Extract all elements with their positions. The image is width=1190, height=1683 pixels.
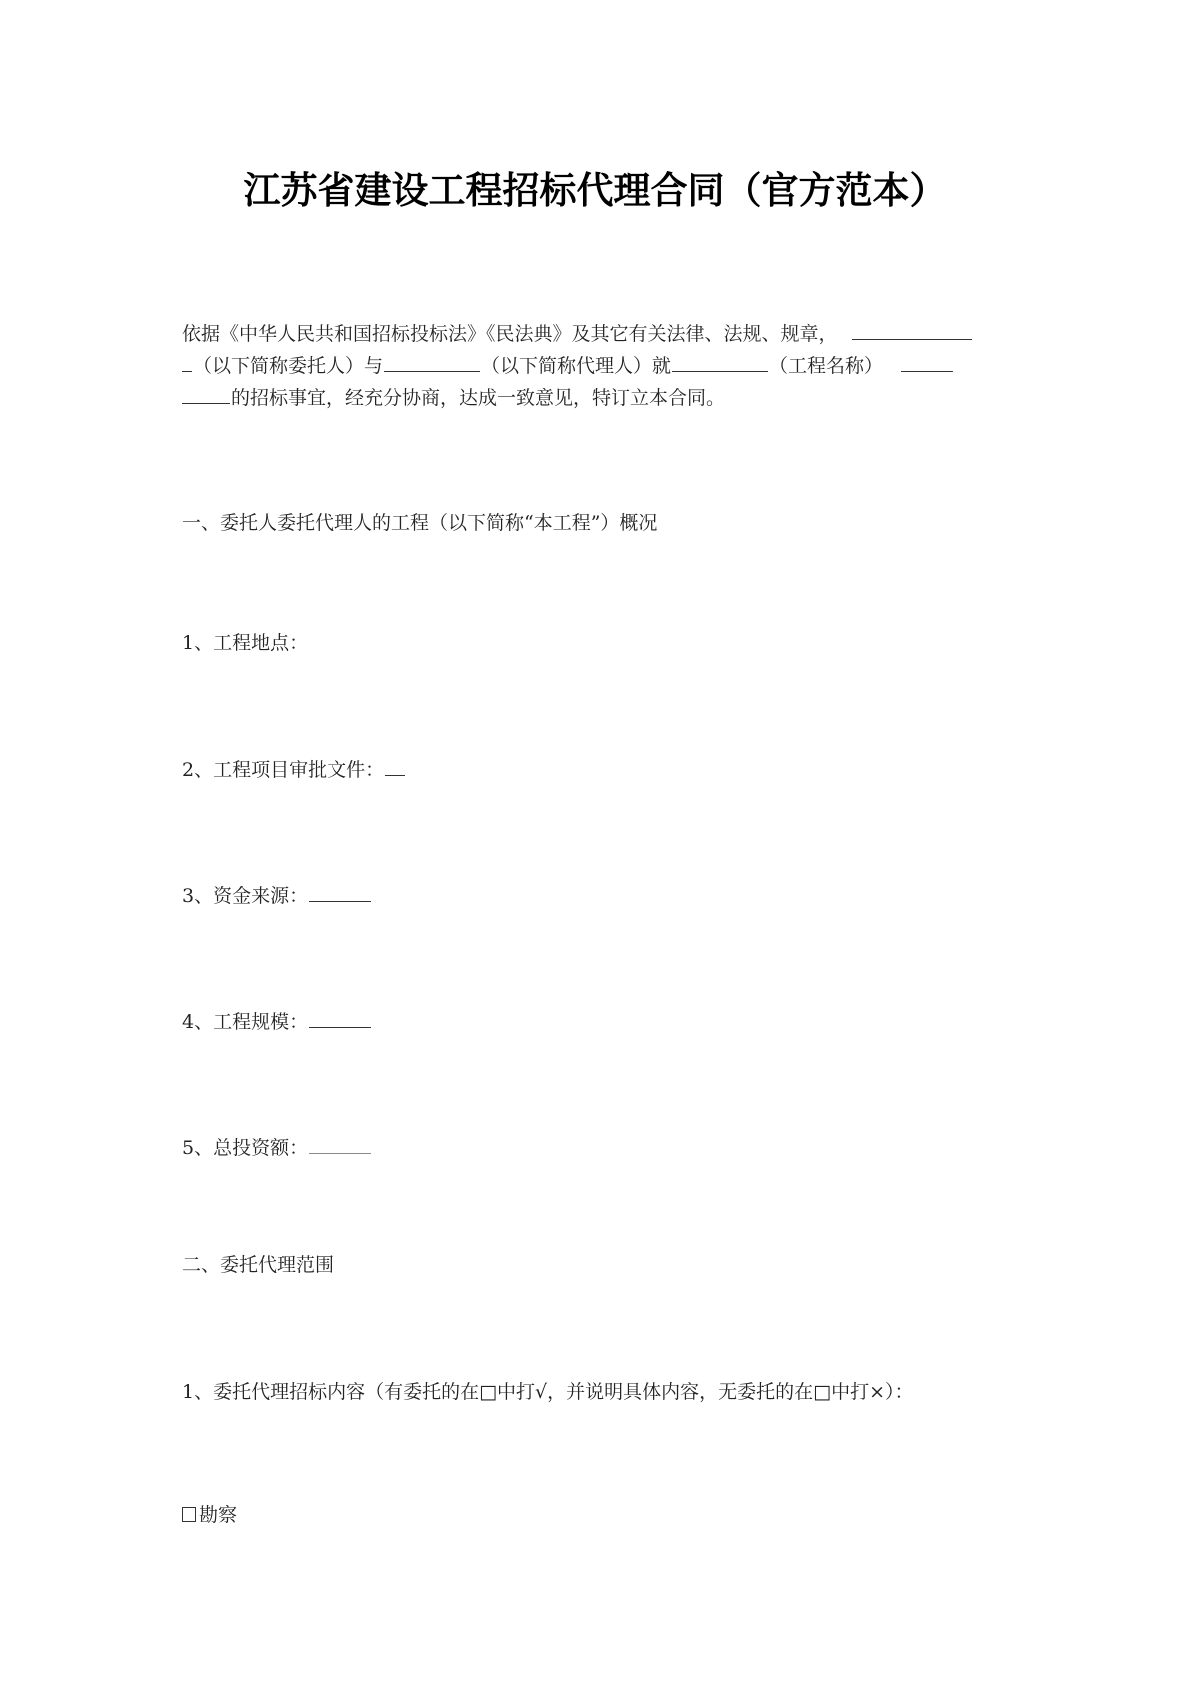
- project-name-extra-blank[interactable]: [901, 351, 953, 372]
- item-label: 2、工程项目审批文件：: [182, 759, 385, 781]
- preamble-line-3: [182, 382, 1012, 414]
- checkbox-icon[interactable]: [182, 1507, 196, 1522]
- project-scale-blank[interactable]: [309, 1007, 371, 1028]
- preamble-text-2b: （以下简称代理人）就: [481, 355, 672, 377]
- preamble-text-1: 依据《中华人民共和国招标投标法》《民法典》及其它有关法律、法规、规章，: [182, 323, 838, 345]
- item-total-investment: [182, 1132, 372, 1164]
- total-investment-blank[interactable]: [309, 1133, 371, 1154]
- item-project-scale: [182, 1006, 372, 1038]
- item-project-location: [182, 627, 308, 659]
- client-name-blank-continued[interactable]: [182, 351, 192, 372]
- agent-name-blank[interactable]: [384, 351, 480, 372]
- document-title: 江苏省建设工程招标代理合同（官方范本）: [243, 168, 947, 212]
- section-2-heading: 二、委托代理范围: [182, 1254, 335, 1276]
- project-name-extra-blank-continued[interactable]: [182, 383, 230, 404]
- item-label: 3、资金来源：: [182, 885, 309, 907]
- preamble-text-2a: （以下简称委托人）与: [193, 355, 384, 377]
- preamble-text-2c: （工程名称）: [769, 355, 884, 377]
- item-label: 4、工程规模：: [182, 1011, 309, 1033]
- item-label: 1、工程地点：: [182, 632, 309, 654]
- option-label: 勘察: [199, 1504, 238, 1526]
- item-funding-source: [182, 880, 372, 912]
- funding-source-blank[interactable]: [309, 881, 371, 902]
- section-1-heading: 一、委托人委托代理人的工程（以下简称“本工程”）概况: [182, 512, 658, 534]
- approval-documents-blank[interactable]: [385, 755, 405, 776]
- preamble-line-2: [182, 350, 1012, 382]
- project-name-blank[interactable]: [672, 351, 768, 372]
- item-label: 5、总投资额：: [182, 1137, 309, 1159]
- section-2-item-1: 1、委托代理招标内容（有委托的在□中打√，并说明具体内容，无委托的在□中打×）：: [182, 1381, 914, 1403]
- preamble-text-3: 的招标事宜，经充分协商，达成一致意见，特订立本合同。: [231, 387, 726, 409]
- client-name-blank[interactable]: [852, 319, 972, 340]
- item-approval-documents: [182, 754, 406, 786]
- preamble-line-1: [182, 318, 1012, 350]
- option-survey: [182, 1499, 237, 1531]
- preamble-paragraph: [182, 318, 1012, 414]
